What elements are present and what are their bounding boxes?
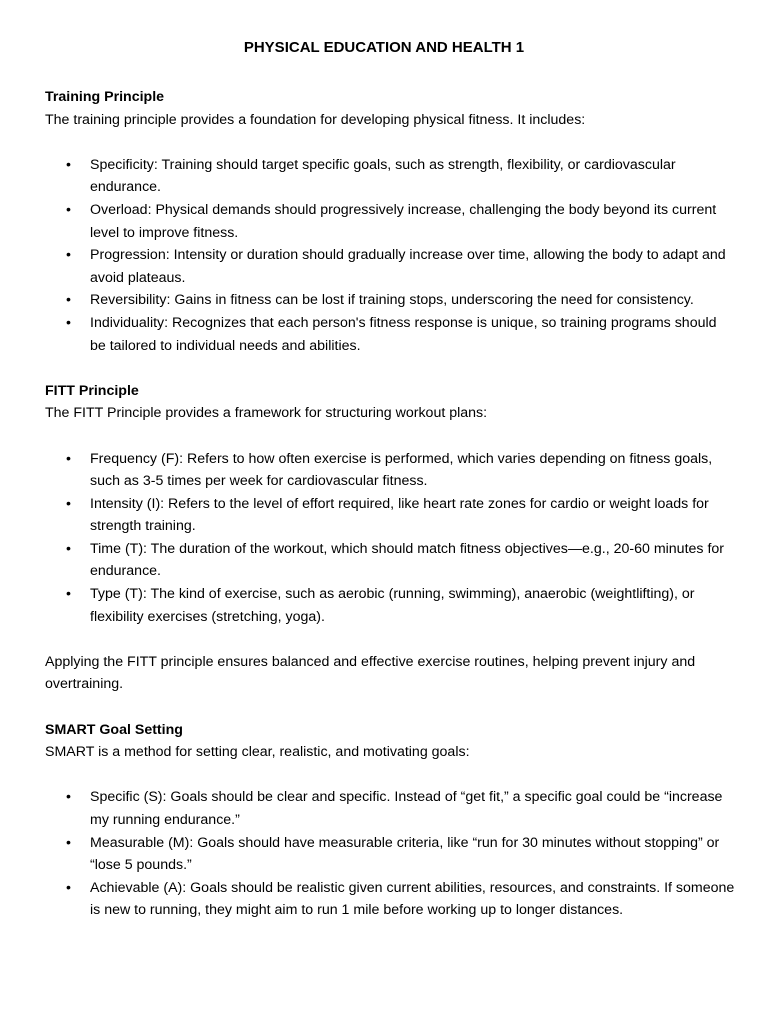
spacer xyxy=(45,696,735,719)
list-item xyxy=(45,583,735,628)
list-item-text: Specificity: Training should target specific goals, such as strength, flexibility, or cardiovascular endurance. xyxy=(90,156,676,196)
bullet-icon: • xyxy=(66,495,71,512)
fitt-principle-section xyxy=(45,380,735,696)
spacer xyxy=(45,59,735,86)
bullet-icon: • xyxy=(66,292,71,309)
fitt-principle-closing: Applying the FITT principle ensures balanced and effective exercise routines, helping prevent injury and overtraining. xyxy=(45,653,696,693)
list-item xyxy=(45,289,735,312)
list-item-text: Progression: Intensity or duration should gradually increase over time, allowing the body to adapt and avoid plateaus. xyxy=(90,247,726,286)
bullet-icon: • xyxy=(66,540,71,557)
list-item-text: Frequency (F): Refers to how often exercise is performed, which varies depending on fitness goals, such as 3-5 times per week for cardiovascular fitness. xyxy=(90,450,713,490)
bullet-icon: • xyxy=(66,879,71,896)
document-title: PHYSICAL EDUCATION AND HEALTH 1 xyxy=(243,39,525,56)
list-item xyxy=(45,448,735,493)
list-item-text: Reversibility: Gains in fitness can be lost if training stops, underscoring the need for consistency. xyxy=(90,292,694,309)
smart-goal-list xyxy=(45,786,735,922)
fitt-principle-intro: The FITT Principle provides a framework for structuring workout plans: xyxy=(45,405,488,422)
training-principle-intro: The training principle provides a foundation for developing physical fitness. It includes: xyxy=(45,111,586,128)
list-item-text: Measurable (M): Goals should have measurable criteria, like “run for 30 minutes without stopping” or “lose 5 pounds.” xyxy=(90,834,720,874)
list-item-text: Individuality: Recognizes that each person's fitness response is unique, so training programs should be tailored to individual needs and abilities. xyxy=(90,314,717,354)
list-item xyxy=(45,199,735,244)
smart-goal-intro: SMART is a method for setting clear, realistic, and motivating goals: xyxy=(45,744,470,761)
bullet-icon: • xyxy=(66,247,71,264)
list-item xyxy=(45,832,735,877)
bullet-icon: • xyxy=(66,586,71,603)
list-item-text: Specific (S): Goals should be clear and specific. Instead of “get fit,” a specific goal could be “increase my running endurance.” xyxy=(90,789,723,828)
bullet-icon: • xyxy=(66,789,71,806)
fitt-principle-heading: FITT Principle xyxy=(45,382,139,399)
list-item xyxy=(45,312,735,357)
fitt-principle-list xyxy=(45,448,735,629)
bullet-icon: • xyxy=(66,450,71,467)
list-item xyxy=(45,877,735,922)
list-item-text: Time (T): The duration of the workout, which should match fitness objectives—e.g., 20-60 minutes for endurance. xyxy=(90,540,724,580)
list-item xyxy=(45,154,735,199)
list-item xyxy=(45,786,735,831)
list-item-text: Achievable (A): Goals should be realistic given current abilities, resources, and constraints. If someone is new to running, they might aim to run 1 mile before working up to longer distances. xyxy=(90,879,735,919)
list-item xyxy=(45,538,735,583)
bullet-icon: • xyxy=(66,834,71,851)
training-principle-section xyxy=(45,86,735,357)
smart-goal-heading: SMART Goal Setting xyxy=(45,721,183,738)
list-item-text: Type (T): The kind of exercise, such as aerobic (running, swimming), anaerobic (weightlifting), or flexibility exercises (stretching, yoga). xyxy=(90,586,695,625)
training-principle-list xyxy=(45,154,735,357)
smart-goal-section xyxy=(45,719,735,922)
list-item-text: Intensity (I): Refers to the level of effort required, like heart rate zones for cardio or weight loads for strength training. xyxy=(90,495,709,535)
list-item-text: Overload: Physical demands should progressively increase, challenging the body beyond its current level to improve fitness. xyxy=(90,201,717,241)
list-item xyxy=(45,244,735,289)
list-item xyxy=(45,493,735,538)
bullet-icon: • xyxy=(66,156,71,173)
bullet-icon: • xyxy=(66,201,71,218)
document-page xyxy=(45,37,735,945)
bullet-icon: • xyxy=(66,314,71,331)
training-principle-heading: Training Principle xyxy=(45,89,165,105)
